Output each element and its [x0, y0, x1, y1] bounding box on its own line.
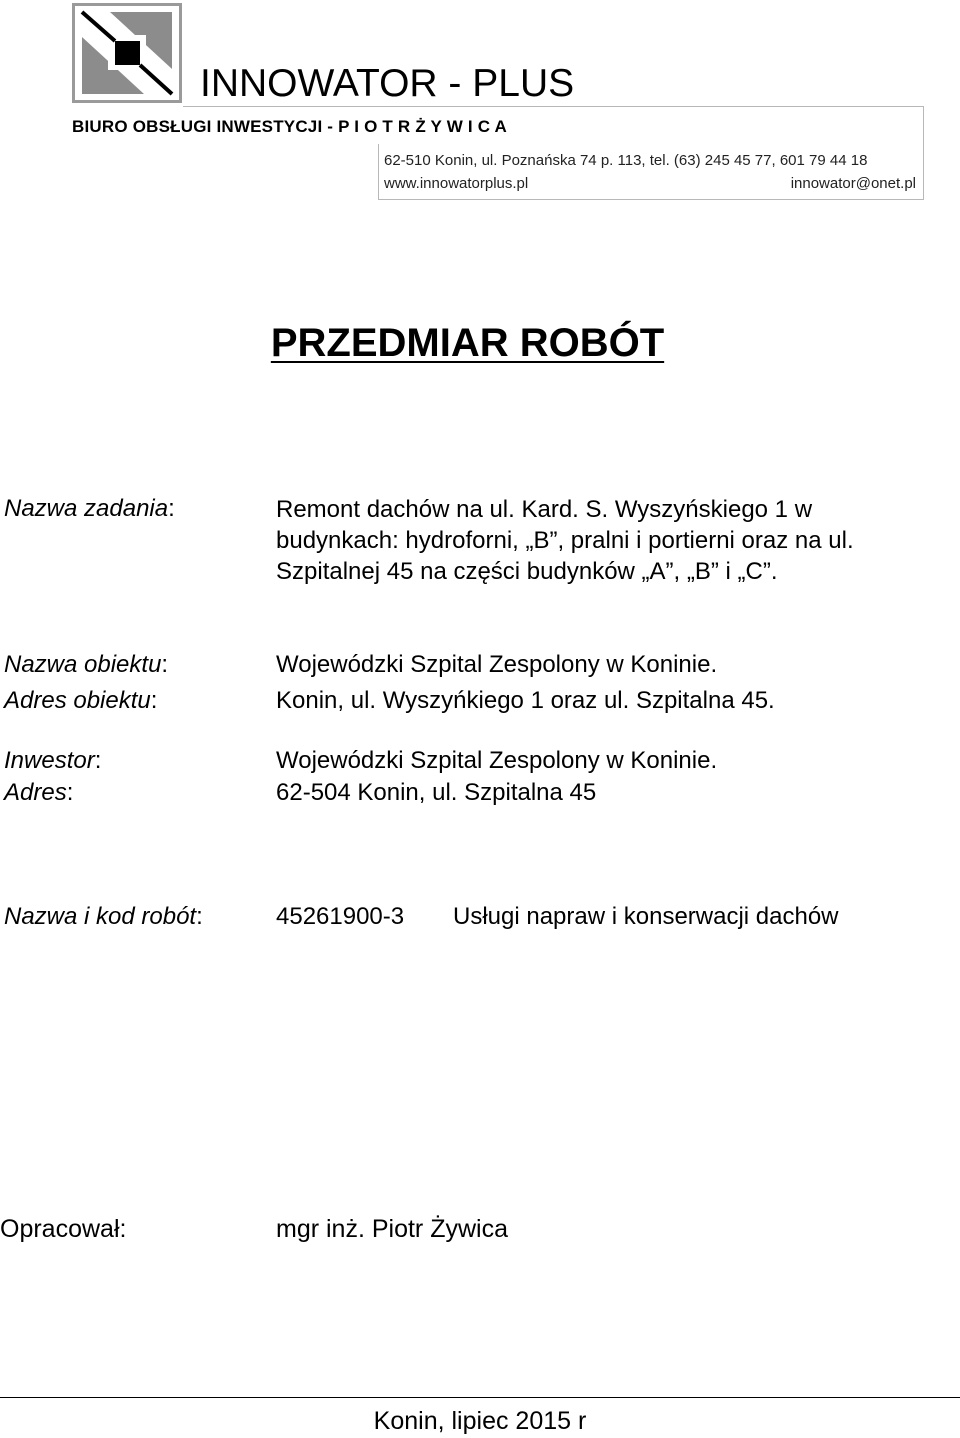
task-label: Nazwa zadania:	[4, 495, 175, 522]
website-link[interactable]: www.innowatorplus.pl	[384, 175, 529, 192]
work-code-description: Usługi napraw i konserwacji dachów	[453, 903, 839, 930]
company-subtitle: BIURO OBSŁUGI INWESTYCJI - P I O T R Ż Y W I C A	[72, 117, 507, 136]
work-code-value: 45261900-3	[276, 903, 405, 930]
company-name: INNOWATOR - PLUS	[200, 62, 575, 105]
object-name-value: Wojewódzki Szpital Zespolony w Koninie.	[276, 651, 718, 678]
task-value	[276, 494, 916, 587]
object-address-label: Adres obiektu:	[4, 687, 158, 714]
contact-box-border	[378, 199, 924, 200]
document-title: PRZEDMIAR ROBÓT	[270, 321, 665, 365]
footer-divider	[0, 1397, 960, 1398]
task-value-line: budynkach: hydroforni, „B”, pralni i portierni oraz na ul.	[276, 527, 854, 554]
object-address-value: Konin, ul. Wyszyńkiego 1 oraz ul. Szpitalna 45.	[276, 687, 775, 714]
object-name-label: Nazwa obiektu:	[4, 651, 169, 678]
investor-address-value: 62-504 Konin, ul. Szpitalna 45	[276, 779, 597, 806]
contact-box-border	[378, 144, 379, 200]
task-value-line: Szpitalnej 45 na części budynków „A”, „B” i „C”.	[276, 558, 778, 585]
header-divider	[183, 106, 924, 107]
prepared-by-value: mgr inż. Piotr Żywica	[276, 1215, 508, 1243]
footer-place-date: Konin, lipiec 2015 r	[373, 1407, 587, 1435]
prepared-by-label: Opracował:	[0, 1215, 127, 1243]
task-value-line: Remont dachów na ul. Kard. S. Wyszyńskiego 1 w	[276, 496, 813, 523]
investor-label: Inwestor:	[4, 747, 102, 774]
square-frame-logo-icon	[72, 3, 182, 103]
contact-box-border	[923, 106, 924, 200]
investor-value: Wojewódzki Szpital Zespolony w Koninie.	[276, 747, 718, 774]
email-link[interactable]: innowator@onet.pl	[790, 175, 916, 192]
contact-address: 62-510 Konin, ul. Poznańska 74 p. 113, tel. (63) 245 45 77, 601 79 44 18	[384, 152, 868, 169]
investor-address-label: Adres:	[4, 779, 74, 806]
work-code-label: Nazwa i kod robót:	[4, 903, 203, 930]
